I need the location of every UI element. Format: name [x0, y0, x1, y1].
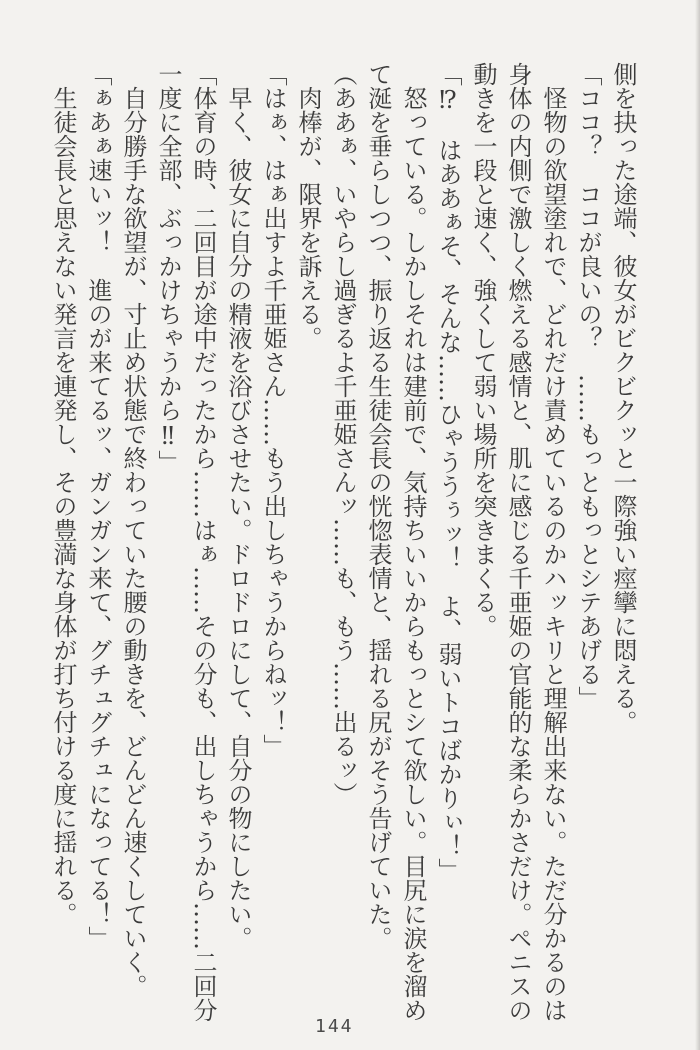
- text-column-paragraph: 怪物の欲望塗れで、どれだけ責めているのかハッキリと理解出来ない。ただ分かるのは身体の内側で激しく燃える感情と、肌に感じる千亜姫の官能的な柔らかさだけ。ペニスの動きを一段と速く、強くして弱い場所を突きまくる。: [469, 62, 567, 1022]
- text-column-paragraph: 自分勝手な欲望が、寸止め状態で終わっていた腰の動きを、どんどん速くしていく。: [119, 86, 147, 998]
- text-column-paragraph: 「体育の時、二回目が途中だったから……はぁ……その分も、出しちゃうから……二回分一度に全部、ぶっかけちゃうから‼」: [154, 62, 217, 1022]
- text-column-paragraph: 「⁉ はああぁそ、そんな……ひゃううぅッ！ よ、弱いトコばかりぃ！」: [434, 62, 462, 882]
- text-column-paragraph: 生徒会長と思えない発言を連発し、その豊満な身体が打ち付ける度に揺れる。: [49, 86, 77, 926]
- text-column-paragraph: （ああぁ、いやらし過ぎるよ千亜姫さんッ……も、もう……出るッ）: [329, 62, 357, 806]
- text-column-paragraph: 怒っている。しかしそれは建前で、気持ちいいからもっとシて欲しい。目尻に涙を溜めて涎を垂らしつつ、振り返る生徒会長の恍惚表情と、揺れる尻がそう告げていた。: [364, 62, 427, 1022]
- text-column-paragraph: 「ぁあぁ速いッ！ 進のが来てるッ、ガンガン来て、グチュグチュになってる！」: [84, 62, 112, 950]
- text-column-paragraph: 早く、彼女に自分の精液を浴びさせたい。ドロドロにして、自分の物にしたい。: [224, 86, 252, 950]
- page-text: [45, 62, 640, 1022]
- text-column-paragraph: 「ココ？ ココが良いの？ ……もっともっとシテあげる」: [574, 62, 602, 710]
- text-column-paragraph: 側を抉った途端、彼女がビクビクッと一際強い痙攣に悶える。: [609, 62, 637, 734]
- text-column-paragraph: 肉棒が、限界を訴える。: [294, 86, 322, 350]
- page-number: 144: [315, 1016, 354, 1037]
- text-column-paragraph: 「はぁ、はぁ出すよ千亜姫さん……もう出しちゃうからねッ！」: [259, 62, 287, 758]
